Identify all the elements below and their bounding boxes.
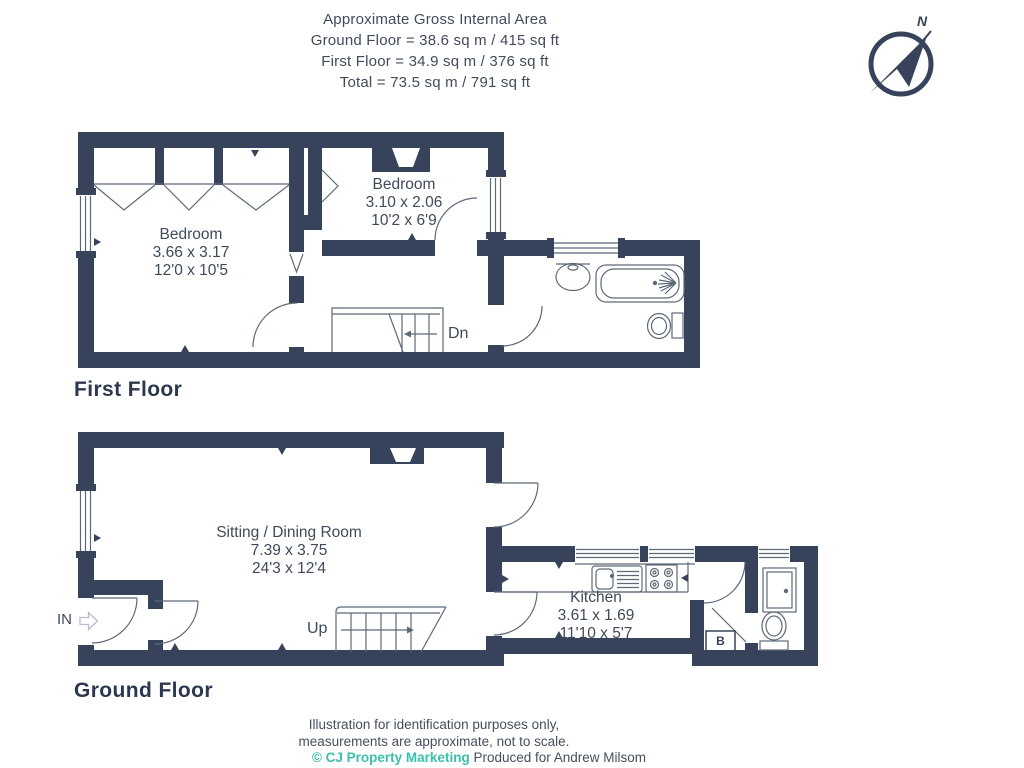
window-icon (81, 491, 91, 551)
marketing-credit: © CJ Property Marketing (311, 750, 470, 765)
bedroom1-label (153, 226, 230, 280)
shower-cubicle-icon (763, 568, 796, 612)
cupboard-door-icon (290, 254, 303, 272)
room-name: Bedroom (372, 176, 436, 193)
stairs-arrowhead (404, 331, 411, 338)
front-door-arc (92, 598, 137, 643)
wardrobe-door-icon (94, 185, 155, 210)
compass-north-label: N (917, 13, 928, 29)
ground-floor-plan (76, 432, 818, 666)
room-imperial: 10'2 x 6'9 (371, 212, 437, 229)
closet-door-icon (322, 170, 338, 202)
room-name: Bedroom (159, 226, 223, 243)
window-icon (576, 550, 639, 558)
window-icon (491, 178, 501, 232)
stairs-up-label: Up (307, 620, 328, 637)
hob-icon (646, 565, 677, 592)
stairs-down (332, 308, 443, 352)
bathroom-fixtures (556, 264, 684, 339)
window-icon (649, 550, 694, 558)
room-metric: 7.39 x 3.75 (250, 542, 328, 559)
ground-floor-windows (81, 491, 790, 564)
stairs-down-label: Dn (448, 325, 469, 342)
wardrobe-door-icon (164, 185, 214, 210)
stairs-up (336, 607, 446, 652)
kitchen-fixtures (592, 565, 677, 592)
sitting-dining-label (216, 524, 362, 578)
door-arc (494, 483, 538, 527)
entrance-label: IN (57, 611, 72, 628)
basin-icon (556, 264, 590, 291)
entrance-arrow-icon (80, 613, 98, 630)
footer-disclaimer-line1: Illustration for identification purposes only, (308, 717, 560, 732)
bedroom2-label (366, 176, 443, 230)
bathtub-icon (596, 265, 684, 302)
header-total-area: Total = 73.5 sq m / 791 sq ft (339, 74, 531, 91)
wardrobe-door-icon (223, 185, 289, 210)
footer-credit-line (312, 750, 646, 765)
header-ground-floor-area: Ground Floor = 38.6 sq m / 415 sq ft (310, 32, 560, 49)
boiler-label: B (716, 634, 725, 648)
window-icon (554, 243, 618, 253)
ground-floor-title: Ground Floor (74, 679, 213, 702)
door-arc (704, 562, 745, 603)
door-arc (253, 303, 297, 347)
room-name: Kitchen (570, 589, 622, 606)
door-arc (494, 592, 537, 635)
room-metric: 3.66 x 3.17 (152, 244, 230, 261)
footer-disclaimer-line2: measurements are approximate, not to scale. (298, 734, 570, 749)
window-icon (81, 196, 91, 251)
toilet-icon (648, 313, 684, 339)
produced-for: Produced for Andrew Milsom (473, 750, 647, 765)
room-imperial: 11'10 x 5'7 (559, 625, 633, 642)
window-icon (759, 550, 789, 558)
door-arc (502, 306, 542, 346)
first-floor-title: First Floor (74, 378, 183, 401)
header-area-title: Approximate Gross Internal Area (323, 11, 547, 28)
room-metric: 3.61 x 1.69 (557, 607, 635, 624)
header-first-floor-area: First Floor = 34.9 sq m / 376 sq ft (321, 53, 549, 70)
room-imperial: 24'3 x 12'4 (251, 560, 326, 577)
room-imperial: 12'0 x 10'5 (153, 262, 229, 279)
ground-floor-linework (92, 483, 746, 652)
room-name: Sitting / Dining Room (216, 524, 362, 541)
kitchen-label (558, 589, 635, 643)
room-metric: 3.10 x 2.06 (365, 194, 443, 211)
compass-icon (870, 31, 931, 94)
toilet-icon (760, 612, 788, 650)
